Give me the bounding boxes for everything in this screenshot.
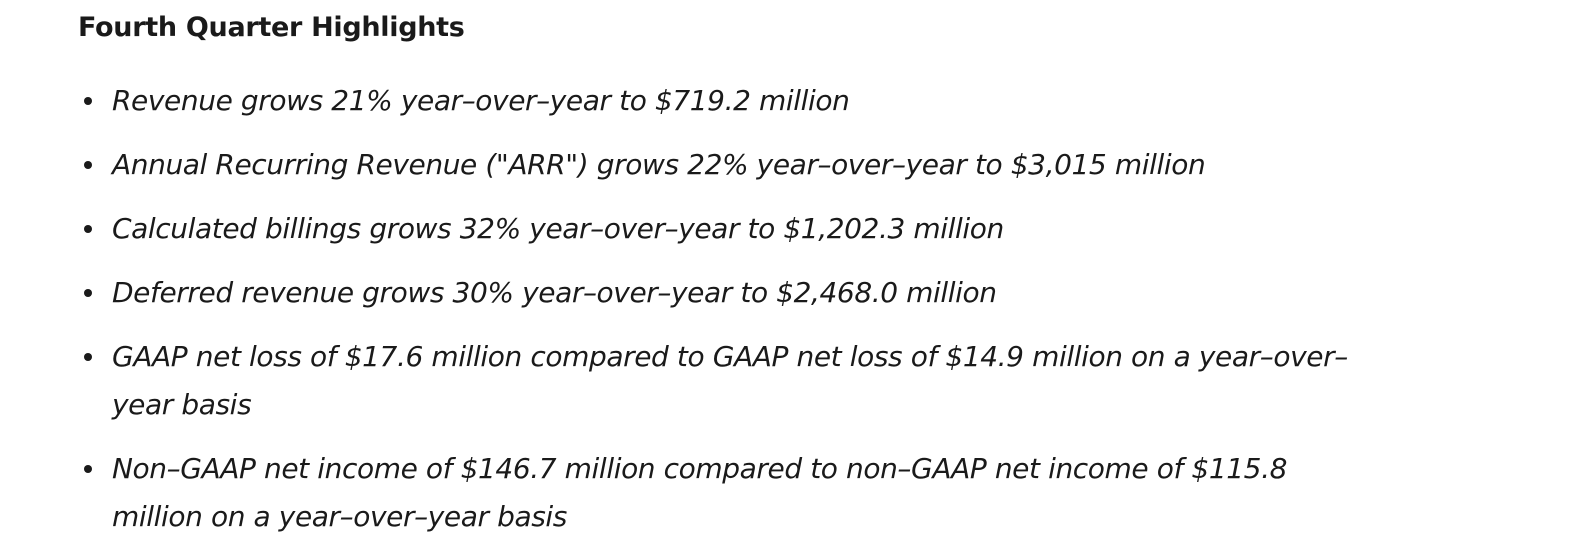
list-item-text: Annual Recurring Revenue ("ARR") grows 22% year–over–year to $3,015 million [112, 148, 1206, 181]
list-item-text: GAAP net loss of $17.6 million compared to GAAP net loss of $14.9 million on a year–over–year basis [112, 340, 1348, 421]
list-item [82, 205, 1382, 253]
list-item-text: Deferred revenue grows 30% year–over–year to $2,468.0 million [112, 276, 997, 309]
list-item [82, 77, 1382, 125]
list-item [82, 269, 1382, 317]
bullet-icon [84, 225, 92, 233]
section-heading: Fourth Quarter Highlights [78, 12, 465, 43]
bullet-icon [84, 353, 92, 361]
list-item-text: Calculated billings grows 32% year–over–year to $1,202.3 million [112, 212, 1004, 245]
list-item-text: Non–GAAP net income of $146.7 million compared to non–GAAP net income of $115.8 million on a year–over–year basis [112, 452, 1287, 533]
highlights-section [78, 8, 1548, 48]
bullet-icon [84, 465, 92, 473]
list-item [82, 141, 1382, 189]
bullet-icon [84, 97, 92, 105]
list-item [82, 333, 1382, 429]
list-item [82, 445, 1382, 541]
bullet-icon [84, 289, 92, 297]
highlights-list [82, 77, 1382, 557]
bullet-icon [84, 161, 92, 169]
list-item-text: Revenue grows 21% year–over–year to $719.2 million [112, 84, 850, 117]
